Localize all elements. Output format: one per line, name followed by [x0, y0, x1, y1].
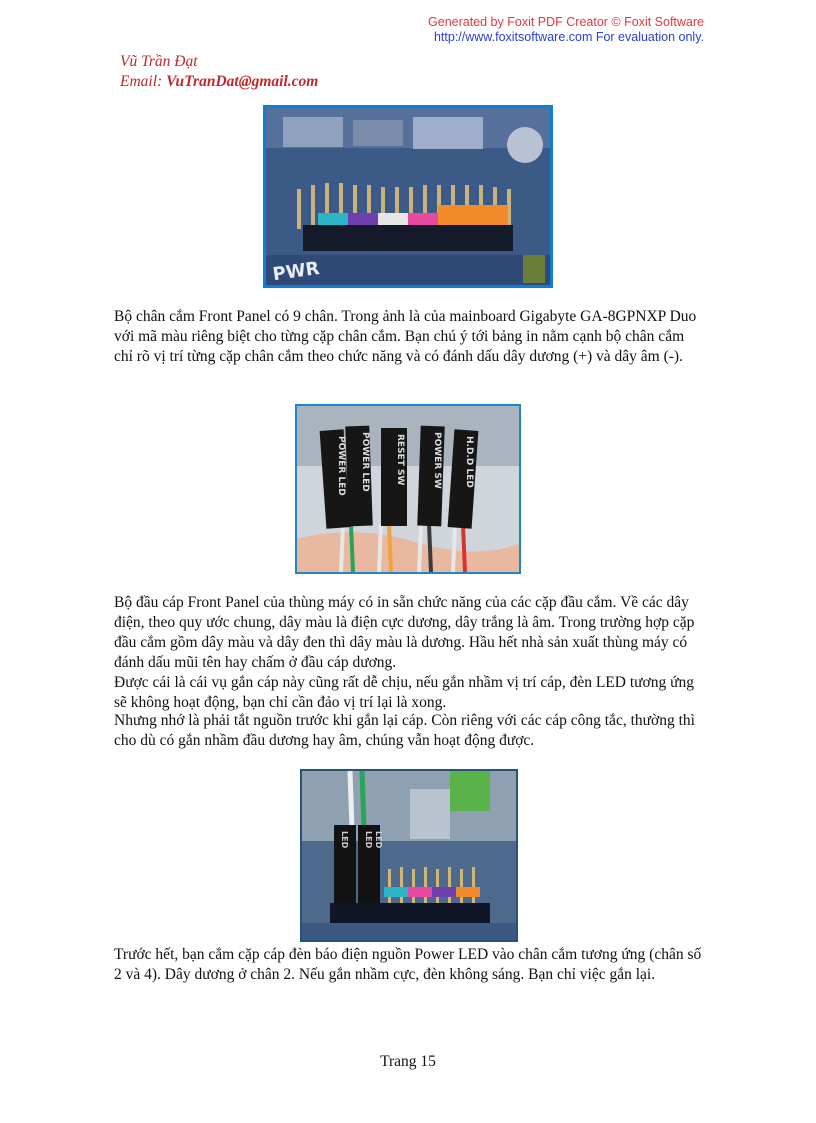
author-header [120, 52, 318, 92]
paragraph-5: Trước hết, bạn cắm cặp cáp đèn báo điện nguồn Power LED vào chân cắm tương ứng (chân số 2 và 4). Dây dương ở chân 2. Nếu gắn nhầm cực, đèn không sáng. Bạn chỉ việc gắn lại. [114, 946, 702, 983]
connector-label-reset-sw: RESET SW [395, 434, 405, 486]
author-name: Vũ Trần Đạt [120, 53, 198, 70]
watermark-line-2: http://www.foxitsoftware.com For evaluation only. [433, 30, 704, 44]
connector-label-led-3: LED [374, 831, 383, 849]
author-email-line [120, 72, 318, 92]
front-panel-cables-photo [295, 404, 521, 574]
foxit-watermark [428, 15, 704, 45]
connector-label-led-2: LED [364, 831, 373, 849]
connector-label-power-sw: POWER SW [432, 432, 442, 489]
connector-label-led-1: LED [340, 831, 349, 849]
paragraph-2: Bộ đầu cáp Front Panel của thùng máy có in sẵn chức năng của các cặp đầu cắm. Về các dây điện, theo quy ước chung, dây màu là điện cực dương, dây trắng là âm. Trong trường hợp cặp đầu cắm gồm dây màu và dây đen thì dây màu là dương. Hầu hết nhà sản xuất thùng máy có đánh dấu mũi tên hay chấm ở đầu cáp dương. [114, 594, 695, 671]
connector-label-power-led-2: POWER LED [360, 432, 370, 492]
page-number: Trang 15 [380, 1053, 436, 1070]
front-panel-header-photo [263, 105, 553, 288]
motherboard-header-illustration [263, 105, 553, 288]
power-led-plug-photo [300, 769, 518, 942]
connector-label-power-led-1: POWER LED [336, 436, 346, 496]
paragraph-4: Nhưng nhớ là phải tắt nguồn trước khi gắn lại cáp. Còn riêng với các cáp công tắc, thường thì cho dù có gắn nhầm đầu dương hay âm, chúng vẫn hoạt động được. [114, 712, 695, 749]
paragraph-1: Bộ chân cắm Front Panel có 9 chân. Trong ảnh là của mainboard Gigabyte GA-8GPNXP Duo với mã màu riêng biệt cho từng cặp chân cắm. Bạn chú ý tới bảng in nằm cạnh bộ chân cắm chỉ rõ vị trí từng cặp chân cắm theo chức năng và có đánh dấu dây dương (+) và dây âm (-). [114, 308, 697, 365]
pwr-silkscreen-label: PWR [271, 257, 321, 286]
plugging-connector-illustration [300, 769, 518, 942]
email-label: Email: [120, 73, 167, 90]
email-address: VuTranDat@gmail.com [166, 73, 319, 90]
cable-connectors-illustration [295, 404, 521, 574]
connector-label-hdd-led: H.D.D LED [464, 436, 474, 488]
paragraph-3: Được cái là cái vụ gắn cáp này cũng rất dễ chịu, nếu gắn nhầm vị trí cáp, đèn LED tương ứng sẽ không hoạt động, bạn chỉ cần đảo vị trí lại là xong. [114, 674, 695, 711]
watermark-line-1: Generated by Foxit PDF Creator © Foxit Software [428, 15, 704, 29]
